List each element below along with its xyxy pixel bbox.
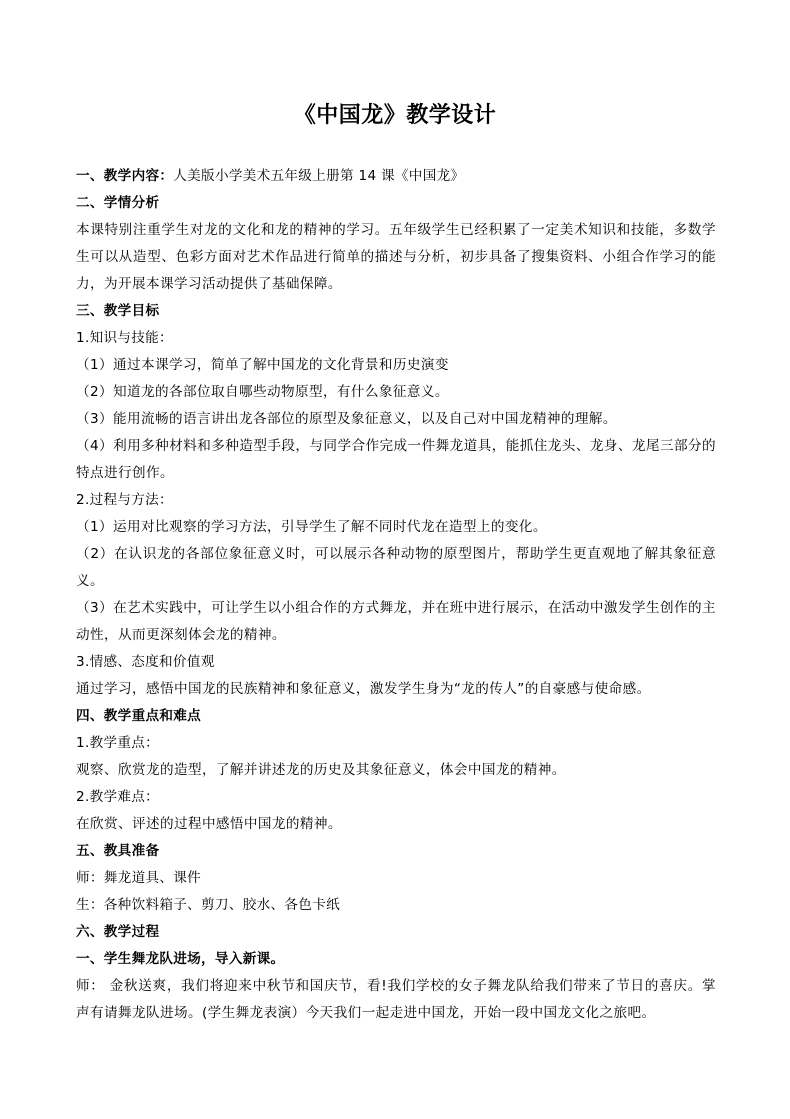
document-title: 《中国龙》教学设计 xyxy=(293,103,497,128)
paragraph: 通过学习，感悟中国龙的民族精神和象征意义，激发学生身为“龙的传人”的自豪感与使命感。 xyxy=(76,681,651,697)
subheading: 1.知识与技能： xyxy=(76,330,173,346)
list-item: （4）利用多种材料和多种造型手段，与同学合作完成一件舞龙道具，能抓住龙头、龙身、龙尾三部分的特点进行创作。 xyxy=(76,438,716,481)
paragraph: 本课特别注重学生对龙的文化和龙的精神的学习。五年级学生已经积累了一定美术知识和技能，多数学生可以从造型、色彩方面对艺术作品进行简单的描述与分析，初步具备了搜集资料、小组合作学习的能力，为开展本课学习活动提供了基础保障。 xyxy=(76,222,716,292)
list-item: （3）在艺术实践中，可让学生以小组合作的方式舞龙，并在班中进行展示，在活动中激发学生创作的主动性，从而更深刻体会龙的精神。 xyxy=(76,600,716,643)
list-item: （2）在认识龙的各部位象征意义时，可以展示各种动物的原型图片，帮助学生更直观地了解其象征意义。 xyxy=(76,546,716,589)
subheading: 3.情感、态度和价值观 xyxy=(76,654,215,670)
section-heading: 五、教具准备 xyxy=(76,843,160,859)
subheading: 2.过程与方法： xyxy=(76,492,173,508)
step-heading: 一、学生舞龙队进场，导入新课。 xyxy=(76,951,285,967)
list-item: （1）运用对比观察的学习方法，引导学生了解不同时代龙在造型上的变化。 xyxy=(76,519,547,535)
paragraph: 观察、欣赏龙的造型，了解并讲述龙的历史及其象征意义，体会中国龙的精神。 xyxy=(76,762,566,778)
section-text: 人美版小学美术五年级上册第 14 课《中国龙》 xyxy=(173,168,465,184)
list-item: （3）能用流畅的语言讲出龙各部位的原型及象征意义，以及自己对中国龙精神的理解。 xyxy=(76,411,617,427)
subheading: 1.教学重点： xyxy=(76,735,160,751)
paragraph: 在欣赏、评述的过程中感悟中国龙的精神。 xyxy=(76,816,342,832)
list-item: （1）通过本课学习，简单了解中国龙的文化背景和历史演变 xyxy=(76,357,449,373)
section-heading: 四、教学重点和难点 xyxy=(76,708,202,724)
section-heading: 二、学情分析 xyxy=(76,195,160,211)
student-materials: 生：各种饮料箱子、剪刀、胶水、各色卡纸 xyxy=(76,897,340,913)
document-body xyxy=(76,163,716,1027)
list-item: （2）知道龙的各部位取自哪些动物原型，有什么象征意义。 xyxy=(76,384,449,400)
paragraph: 师： 金秋送爽，我们将迎来中秋节和国庆节，看!我们学校的女子舞龙队给我们带来了节日的喜庆。掌声有请舞龙队进场。(学生舞龙表演）今天我们一起走进中国龙，开始一段中国龙文化之旅吧。 xyxy=(76,978,716,1021)
teacher-materials: 师：舞龙道具、课件 xyxy=(76,870,202,886)
section-teaching-content xyxy=(76,163,716,190)
section-heading: 三、教学目标 xyxy=(76,303,160,319)
subheading: 2.教学难点： xyxy=(76,789,160,805)
section-heading: 一、教学内容： xyxy=(76,168,174,184)
section-heading: 六、教学过程 xyxy=(76,924,160,940)
